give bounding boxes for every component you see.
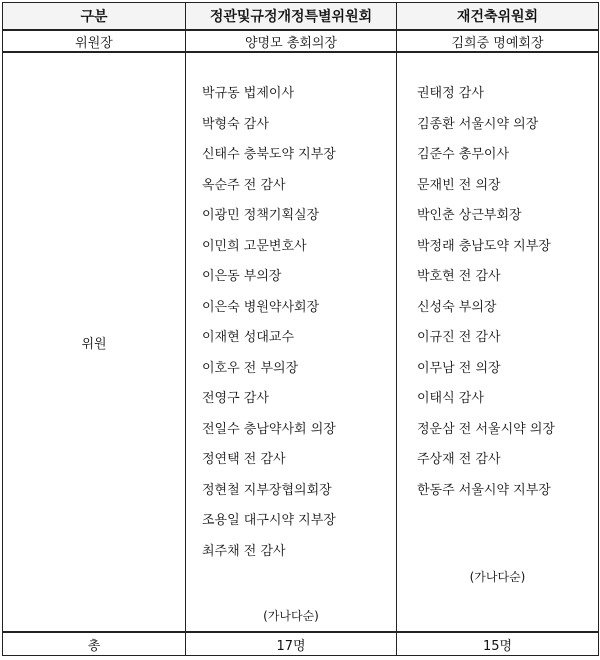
member-item: 정현철 지부장협의회장 (202, 482, 332, 498)
member-item: 김준수 총무이사 (417, 147, 510, 162)
order-note-reconstruction: (가나다순) (469, 570, 526, 584)
members-bylaws-list (186, 53, 396, 567)
member-item: 신태수 충북도약 지부장 (202, 147, 336, 162)
member-item: 조용일 대구시약 지부장 (202, 513, 336, 528)
members-bylaws-cell (186, 52, 397, 632)
member-item: 이무남 전 의장 (417, 360, 501, 376)
member-item: 옥순주 전 감사 (202, 177, 286, 193)
member-item: 이호우 전 부의장 (202, 360, 299, 376)
committee-table (2, 2, 599, 656)
member-item: 주상재 전 감사 (417, 452, 501, 467)
member-item: 최주채 전 감사 (202, 543, 286, 559)
member-item: 이재현 성대교수 (202, 330, 295, 345)
header-bylaws-committee: 정관및규정개정특별위원회 (186, 3, 397, 31)
member-item: 김종환 서울시약 의장 (417, 116, 539, 132)
chair-row (3, 30, 599, 52)
members-reconstruction-list (397, 53, 598, 506)
member-item: 박형숙 감사 (202, 116, 269, 132)
chair-label: 위원장 (3, 30, 186, 52)
members-reconstruction-cell (397, 52, 599, 632)
member-item: 이태식 감사 (417, 391, 484, 406)
header-category: 구분 (3, 3, 186, 31)
member-item: 문재빈 전 의장 (417, 177, 501, 193)
committee-table-wrapper (2, 2, 598, 656)
chair-bylaws: 양명모 총회의장 (186, 30, 397, 52)
total-label: 총 (3, 632, 186, 656)
members-row (3, 52, 599, 632)
member-item: 전영구 감사 (202, 391, 269, 406)
order-note-bylaws: (가나다순) (263, 609, 319, 623)
member-item: 박인춘 상근부회장 (417, 208, 522, 223)
member-item: 박규동 법제이사 (202, 86, 295, 101)
member-item: 이광민 정책기획실장 (202, 208, 320, 223)
member-item: 이은동 부의장 (202, 269, 282, 284)
member-item: 이규진 전 감사 (417, 330, 501, 345)
members-label: 위원 (3, 52, 186, 632)
total-row (3, 632, 599, 656)
member-item: 이민희 고문변호사 (202, 238, 307, 254)
chair-reconstruction: 김희중 명예회장 (397, 30, 599, 52)
member-item: 전일수 충남약사회 의장 (202, 421, 336, 437)
total-reconstruction: 15명 (397, 632, 599, 656)
member-item: 한동주 서울시약 지부장 (417, 482, 551, 498)
member-item: 정운삼 전 서울시약 의장 (417, 421, 555, 437)
member-item: 신성숙 부의장 (417, 299, 497, 315)
total-bylaws: 17명 (186, 632, 397, 656)
member-item: 이은숙 병원약사회장 (202, 299, 320, 315)
header-reconstruction-committee: 재건축위원회 (397, 3, 599, 31)
member-item: 박호현 전 감사 (417, 269, 501, 284)
member-item: 박정래 충남도약 지부장 (417, 238, 551, 254)
member-item: 권태정 감사 (417, 86, 484, 101)
member-item: 정연택 전 감사 (202, 452, 286, 467)
header-row (3, 3, 599, 31)
